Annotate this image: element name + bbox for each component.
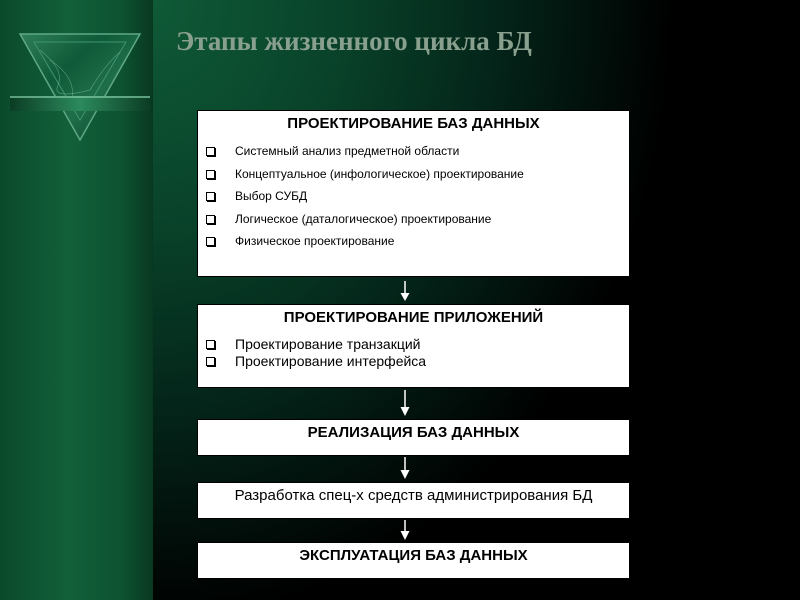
list-item [198,189,629,212]
list-item [198,144,629,167]
list-item [198,234,629,257]
stage-title: Разработка спец-х средств администрирования БД [234,487,593,504]
stage-item-list [198,336,629,370]
checkbox-bullet-icon [206,215,215,224]
stage-title: РЕАЛИЗАЦИЯ БАЗ ДАННЫХ [307,424,520,441]
checkbox-bullet-icon [206,147,215,156]
stage-db-operation [197,542,630,579]
list-item [198,353,629,370]
stage-app-design [197,304,630,388]
checkbox-bullet-icon [206,192,215,201]
list-item [198,212,629,235]
list-item [198,167,629,190]
checkbox-bullet-icon [206,170,215,179]
list-item-label: Выбор СУБД [235,189,308,203]
list-item [198,336,629,353]
arrow-down-icon [399,281,411,301]
stage-title: ПРОЕКТИРОВАНИЕ БАЗ ДАННЫХ [287,115,540,132]
checkbox-bullet-icon [206,237,215,246]
list-item-label: Физическое проектирование [235,234,395,248]
checkbox-bullet-icon [206,340,215,349]
stage-db-design [197,110,630,277]
slide-title: Этапы жизненного цикла БД [176,26,532,56]
arrow-down-icon [399,457,411,479]
arrow-down-icon [399,390,411,416]
list-item-label: Проектирование транзакций [235,336,421,352]
stage-title: ПРОЕКТИРОВАНИЕ ПРИЛОЖЕНИЙ [283,309,544,326]
logo-triangle-icon [10,30,150,142]
stage-title: ЭКСПЛУАТАЦИЯ БАЗ ДАННЫХ [299,547,528,564]
stage-db-implementation [197,419,630,456]
list-item-label: Логическое (даталогическое) проектирование [235,211,492,226]
arrow-down-icon [399,520,411,540]
stage-item-list [198,144,629,257]
list-item-label: Проектирование интерфейса [235,353,427,369]
checkbox-bullet-icon [206,357,215,366]
list-item-label: Концептуальное (инфологическое) проектирование [235,166,524,181]
stage-admin-tools [197,482,630,519]
list-item-label: Системный анализ предметной области [235,144,460,158]
